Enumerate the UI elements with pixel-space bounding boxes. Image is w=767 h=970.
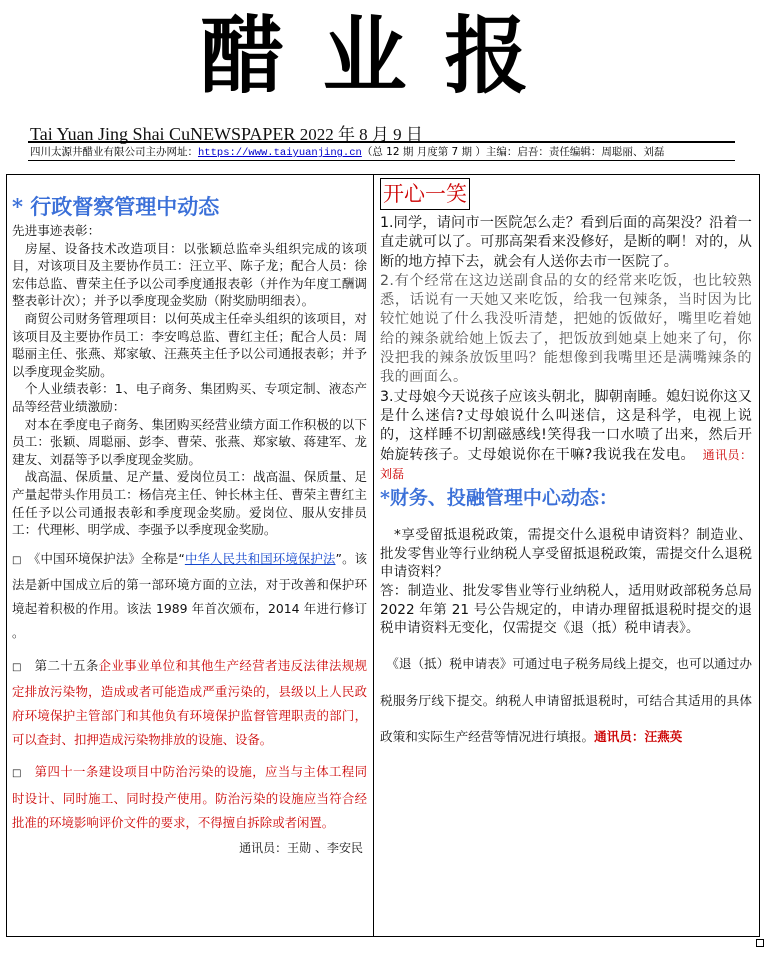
finance-section-heading: *财务、投融管理中心动态： — [380, 487, 618, 510]
law-paragraph-1 — [12, 547, 367, 646]
joke-correspondent: 通讯员：刘磊 — [380, 447, 752, 481]
law-name-link[interactable]: 中华人民共和国环境保护法 — [184, 550, 336, 566]
masthead-title: 醋业报 — [200, 6, 567, 105]
left-correspondent: 通讯员：王勋 、李安民 — [239, 840, 363, 855]
joke-text — [380, 214, 752, 484]
law1-text-b: ”。该法是新中国成立后的第一部环境方面的立法，对于改善和保护环境起着积极的作用。该法 1989 年首次颁布，2014 年进行修订 。 — [12, 550, 368, 641]
tax-correspondent: 通讯员：汪燕英 — [594, 729, 683, 745]
tax-note-text: 《退（抵）税申请表》可通过电子税务局线上提交，也可以通过办税服务厅线下提交。纳税人申请留抵退税时，可结合其适用的具体政策和实际生产经营等情况进行填报。 — [380, 655, 752, 745]
law-paragraph-2 — [12, 654, 367, 753]
law-paragraph-3 — [12, 760, 367, 835]
bullet-square-icon: □ — [12, 554, 22, 566]
paragraph: 个人业绩表彰：1、电子商务、集团购买、专项定制、液态产品等经营业绩激励： — [12, 381, 367, 414]
paragraph: 房屋、设备技术改造项目：以张颖总监牵头组织完成的该项目，对该项目及主要协作员工：汪立平、陈子龙；配合人员：徐宏伟总监、曹荣主任予以公司季度通报表彰（并作为年度工酬调整表彰计次）；并予以季度现金奖励（附奖励明细表）。 — [12, 240, 367, 309]
left-column — [12, 192, 367, 856]
law2-text-a: 第二十五条 — [21, 657, 99, 673]
paragraph: 对本在季度电子商务、集团购买经营业绩方面工作积极的以下员工：张颖、周聪丽、彭李、曹荣、张燕、郑家敏、蒋建军、龙建友、刘磊等予以季度现金奖励。 — [12, 416, 367, 467]
info-rule — [28, 160, 735, 161]
info-line — [30, 144, 664, 159]
joke-section-title: 开心一笑 — [380, 178, 470, 210]
commendation-text — [12, 222, 367, 539]
top-rule — [28, 141, 735, 143]
paragraph: 商贸公司财务管理项目：以何英成主任牵头组织的该项目，对该项目及主要协作员工：李安鸣总监、曹红主任；配合人员：周聪丽主任、张燕、郑家敏、汪燕英主任予以公司通报表彰；并予以季度现金奖励。 — [12, 310, 367, 379]
joke-item — [380, 388, 752, 484]
bullet-square-icon: □ — [12, 768, 22, 780]
paragraph: 先进事迹表彰： — [12, 223, 101, 238]
joke-item: 1.同学，请问市一医院怎么走？看到后面的高架没？沿着一直走就可以了。可那高架看来没修好，是断的啊！对的，从断的地方掉下去，就会有人送你去市一医院了。 — [380, 215, 752, 270]
paragraph: 战高温、保质量、足产量、爱岗位员工：战高温、保质量、足产量起带头作用员工：杨信亮主任、钟长林主任、曹荣主曹红主任任予以公司通报表彰和季度现金奖励。爱岗位、服从安排员工：代理彬、明学成、李强予以季度现金奖励。 — [12, 469, 367, 538]
admin-section-heading: * 行政督察管理中动态 — [12, 194, 220, 219]
law3-text-red: 第四十一条建设项目中防治污染的设施，应当与主体工程同时设计、同时施工、同时投产使用。防治污染的设施应当符合经批准的环境影响评价文件的要求，不得擅自拆除或者闲置。 — [12, 764, 367, 830]
tax-question: *享受留抵退税政策，需提交什么退税申请资料？制造业、批发零售业等行业纳税人享受留抵退税政策，需提交什么退税申请资料？ — [380, 527, 752, 581]
joke3-text: 3.丈母娘今天说孩子应该头朝北，脚朝南睡。媳妇说你这又是什么迷信?丈母娘说什么叫迷信，这是科学，电视上说的，这样睡不切割磁感线!笑得我一口水喷了出来，然后开始旋转孩子。丈母娘说你在干嘛?我说我在发电。 — [380, 388, 752, 463]
tax-note — [380, 646, 752, 756]
tax-answer: 答：制造业、批发零售业等行业纳税人，适用财政部税务总局 2022 年第 21 号公告规定的，申请办理留抵退税时提交的退税申请资料无变化，仅需提交《退（抵）税申请表》。 — [380, 582, 752, 637]
info-suffix: （总 12 期 月度第 7 期 ）主编：启吾：责任编辑：周聪丽、刘磊 — [361, 146, 665, 158]
column-divider — [373, 174, 374, 937]
tax-qa — [380, 526, 752, 638]
website-link[interactable]: https://www.taiyuanjing.cn — [198, 147, 362, 159]
right-column — [380, 178, 752, 756]
english-title: Tai Yuan Jing Shai CuNEWSPAPER — [30, 124, 296, 144]
bullet-square-icon: □ — [12, 661, 22, 673]
info-prefix: 四川太源井醋业有限公司主办网址： — [30, 146, 198, 158]
issue-date: 2022 年 8 月 9 日 — [299, 125, 423, 144]
frame-corner-marker — [756, 939, 764, 947]
law1-text-a: 《中国环境保护法》全称是“ — [21, 550, 185, 566]
law2-text-red: 企业事业单位和其他生产经营者违反法律法规规定排放污染物，造成或者可能造成严重污染的，县级以上人民政府环境保护主管部门和其他负有环境保护监督管理职责的部门，可以查封、扣押造成污染物排放的设施、设备。 — [12, 657, 368, 748]
joke-item: 2.有个经常在这边送副食品的女的经常来吃饭，也比较熟悉，话说有一天她又来吃饭，给我一包辣条，当时因为比较忙她说了什么我没听清楚，把她的饭做好，嘴里吃着她给的辣条就给她上饭去了，把饭放到她桌上她来了句，你没把我的辣条放饭里吗？能想像到我嘴里还是满嘴辣条的我的画面么。 — [380, 272, 752, 386]
